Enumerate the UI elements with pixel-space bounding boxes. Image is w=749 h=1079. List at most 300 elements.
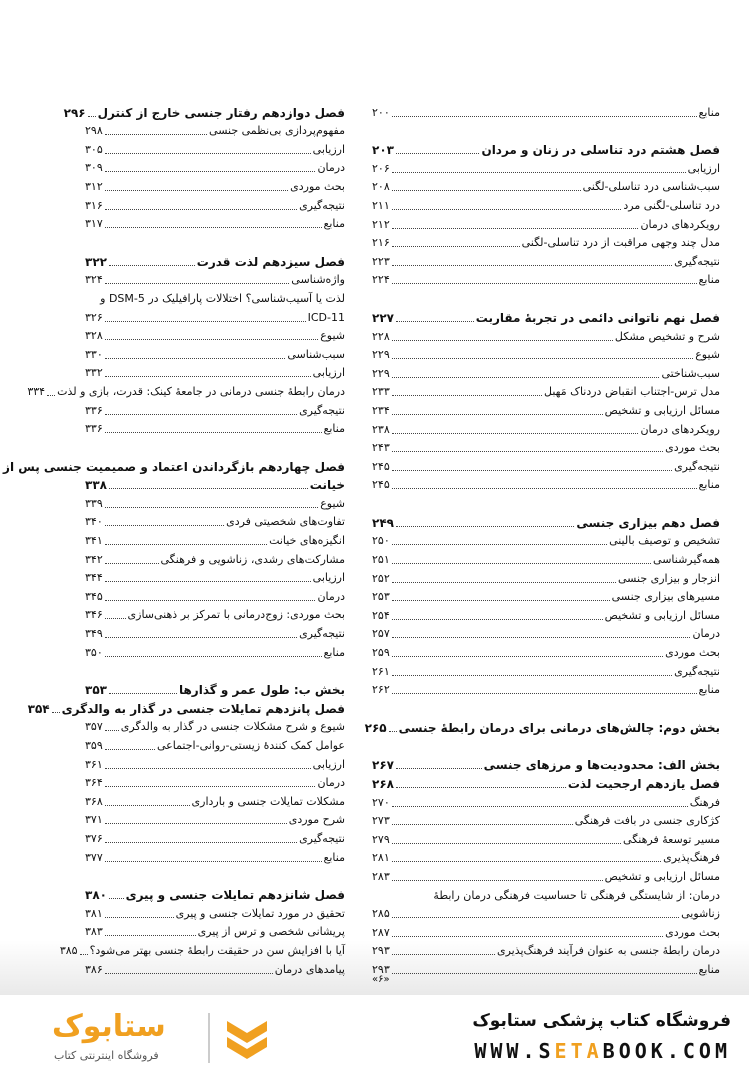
dot-leader <box>105 544 267 545</box>
dot-leader <box>392 395 542 396</box>
dot-leader <box>105 414 297 415</box>
entry-page-number: ۲۹۸ <box>85 124 103 138</box>
entry-title: نتیجه‌گیری <box>299 198 345 212</box>
entry-page-number: ۲۶۷ <box>372 758 394 773</box>
dot-leader <box>47 395 55 396</box>
dot-leader <box>105 749 155 750</box>
section-spacer <box>85 438 345 457</box>
entry-page-number: ۳۳۲ <box>85 366 103 380</box>
entry-title: درمان <box>317 589 345 603</box>
entry-title: شیوع <box>695 348 720 362</box>
entry-page-number: ۳۴۲ <box>85 552 103 566</box>
dot-leader <box>392 954 495 955</box>
toc-entry[interactable] <box>85 494 345 513</box>
entry-page-number: ۲۵۷ <box>372 627 390 641</box>
dot-leader <box>80 954 88 955</box>
entry-title: انزجار و بیزاری جنسی <box>618 571 720 585</box>
dot-leader <box>105 376 311 377</box>
entry-page-number: ۲۶۲ <box>372 683 390 697</box>
entry-page-number: ۲۷۳ <box>372 814 390 828</box>
dot-leader <box>105 563 159 564</box>
entry-title: شیوع <box>320 496 345 510</box>
entry-title: درمان <box>692 627 720 641</box>
entry-title: مسیر توسعهٔ فرهنگی <box>623 832 720 846</box>
toc-entry[interactable] <box>372 569 720 588</box>
footer-banner <box>0 995 749 1079</box>
dot-leader <box>392 973 697 974</box>
entry-title: زناشویی <box>681 907 720 921</box>
toc-entry[interactable] <box>85 177 345 196</box>
entry-page-number: ۳۴۹ <box>85 627 103 641</box>
toc-entry[interactable] <box>372 103 720 122</box>
entry-page-number: ۳۵۳ <box>85 683 107 698</box>
dot-leader <box>105 209 297 210</box>
dot-leader <box>105 321 306 322</box>
logo-subtitle: فروشگاه اینترنتی کتاب <box>54 1049 159 1062</box>
toc-entry[interactable] <box>372 196 720 215</box>
entry-title: شیوع <box>320 329 345 343</box>
section-spacer <box>85 867 345 886</box>
entry-page-number: ۲۳۸ <box>372 422 390 436</box>
dot-leader <box>392 936 663 937</box>
toc-entry[interactable] <box>85 960 345 979</box>
entry-title: منابع <box>323 850 345 864</box>
entry-title: واژه‌شناسی <box>291 273 345 287</box>
entry-page-number: ۲۲۷ <box>372 310 394 325</box>
toc-entry[interactable] <box>85 420 345 439</box>
entry-title: پریشانی شخصی و ترس از پیری <box>197 925 345 939</box>
entry-page-number: ۳۲۸ <box>85 329 103 343</box>
url-accent: ETA <box>554 1039 603 1063</box>
dot-leader <box>392 693 697 694</box>
toc-entry[interactable] <box>85 904 345 923</box>
dot-leader <box>392 470 672 471</box>
toc-entry[interactable] <box>372 550 720 569</box>
toc-heading[interactable] <box>85 681 345 700</box>
entry-title: درمان <box>317 161 345 175</box>
dot-leader <box>392 228 639 229</box>
toc-left-column <box>3 103 345 979</box>
toc-entry[interactable] <box>85 159 345 178</box>
toc-entry[interactable] <box>85 401 345 420</box>
dot-leader <box>396 153 479 154</box>
entry-title: درد تناسلی-لگنی مرد <box>623 198 720 212</box>
dot-leader <box>392 246 520 247</box>
toc-entry[interactable] <box>85 140 345 159</box>
dot-leader <box>105 618 126 619</box>
entry-page-number: ۳۱۲ <box>85 179 103 193</box>
entry-page-number: ۳۵۰ <box>85 645 103 659</box>
entry-page-number: ۳۳۸ <box>85 478 107 493</box>
entry-title: رویکردهای درمان <box>640 422 720 436</box>
entry-title: فصل نهم ناتوانی دائمی در تجربهٔ مقاربت <box>475 310 720 325</box>
dot-leader <box>396 768 482 769</box>
chevron-logo-icon <box>222 1013 272 1063</box>
entry-page-number: ۲۶۱ <box>372 664 390 678</box>
entry-title: ارزیابی <box>312 757 345 771</box>
toc-entry[interactable] <box>85 792 345 811</box>
entry-title: ارزیابی <box>312 366 345 380</box>
toc-entry[interactable] <box>372 643 720 662</box>
toc-heading[interactable] <box>372 774 720 793</box>
section-spacer <box>85 233 345 252</box>
dot-leader <box>105 917 174 918</box>
toc-heading[interactable] <box>85 886 345 905</box>
entry-title: سبب‌شناسی درد تناسلی-لگنی <box>582 180 720 194</box>
entry-title: مشکلات تمایلات جنسی و بارداری <box>191 794 345 808</box>
entry-page-number: ۲۰۳ <box>372 143 394 158</box>
toc-entry[interactable] <box>372 960 720 979</box>
dot-leader <box>396 787 566 788</box>
dot-leader <box>392 283 697 284</box>
entry-title: عوامل کمک کنندهٔ زیستی-روانی-اجتماعی <box>156 739 345 752</box>
dot-leader <box>392 358 693 359</box>
entry-page-number: ۲۴۹ <box>372 515 394 530</box>
dot-leader <box>392 675 672 676</box>
entry-page-number: ۳۰۵ <box>85 142 103 156</box>
toc-entry[interactable] <box>59 941 345 960</box>
entry-page-number: ۲۹۳ <box>372 962 390 976</box>
entry-page-number: ۲۷۰ <box>372 795 390 809</box>
dot-leader <box>392 637 691 638</box>
entry-title: نتیجه‌گیری <box>299 627 345 641</box>
toc-entry[interactable] <box>372 793 720 812</box>
entry-title: فصل شانزدهم تمایلات جنسی و پیری <box>125 888 345 903</box>
entry-title: سبب‌شناسی <box>287 347 345 361</box>
entry-title: منابع <box>698 962 720 976</box>
toc-entry[interactable] <box>85 345 345 364</box>
toc-entry[interactable] <box>372 942 720 961</box>
dot-leader <box>392 861 661 862</box>
entry-title: فرهنگ‌پذیری <box>663 851 720 865</box>
toc-entry[interactable] <box>372 327 720 346</box>
dot-leader <box>392 582 616 583</box>
dot-leader <box>392 209 622 210</box>
entry-title: پیامدهای درمان <box>274 962 345 976</box>
entry-title: نتیجه‌گیری <box>674 664 720 678</box>
toc-heading[interactable] <box>372 513 720 532</box>
entry-title: درمان رابطهٔ جنسی به عنوان فرآیند فرهنگ‌پذیری <box>496 944 720 958</box>
toc-entry[interactable] <box>372 476 720 495</box>
entry-page-number: ۳۵۹ <box>85 739 103 752</box>
toc-entry[interactable] <box>372 681 720 700</box>
entry-page-number: ۳۸۱ <box>85 906 103 920</box>
entry-page-number: ۲۸۳ <box>372 869 390 883</box>
entry-title: لذت یا آسیب‌شناسی؟ اختلالات پارافیلیک در DSM-5 و <box>100 291 345 305</box>
entry-page-number: ۲۱۶ <box>372 236 390 250</box>
dot-leader <box>105 842 297 843</box>
toc-heading[interactable] <box>372 308 720 327</box>
entry-title: مدل ترس-اجتناب انقباض دردناک مَهبل <box>543 385 720 399</box>
toc-entry[interactable] <box>85 755 345 774</box>
dot-leader <box>88 116 96 117</box>
dot-leader <box>105 227 322 228</box>
entry-page-number: ۲۳۴ <box>372 403 390 417</box>
toc-heading[interactable] <box>364 718 720 737</box>
toc-entry[interactable] <box>372 420 720 439</box>
dot-leader <box>105 171 316 172</box>
toc-heading[interactable] <box>27 699 345 718</box>
entry-page-number: ۳۳۶ <box>85 422 103 436</box>
toc-right-column <box>364 103 720 979</box>
toc-entry[interactable] <box>85 122 345 141</box>
toc-heading[interactable] <box>85 476 345 495</box>
toc-entry[interactable] <box>3 457 345 476</box>
entry-page-number: ۲۴۵ <box>372 478 390 492</box>
toc-entry[interactable] <box>85 587 345 606</box>
dot-leader <box>392 843 621 844</box>
dot-leader <box>105 190 288 191</box>
entry-page-number: ۳۴۶ <box>85 608 103 622</box>
dot-leader <box>52 712 60 713</box>
entry-title: فصل چهاردهم بازگرداندن اعتماد و صمیمیت جنسی پس از <box>3 459 345 474</box>
toc-entry[interactable] <box>372 532 720 551</box>
dot-leader <box>392 824 573 825</box>
entry-title: فصل یازدهم ارجحیت لذت <box>567 777 720 791</box>
entry-page-number: ۳۷۱ <box>85 813 103 827</box>
toc-entry[interactable] <box>85 196 345 215</box>
entry-page-number: ۳۶۸ <box>85 794 103 808</box>
entry-title: نتیجه‌گیری <box>299 403 345 417</box>
entry-page-number: ۲۵۳ <box>372 590 390 604</box>
entry-page-number: ۲۷۹ <box>372 832 390 846</box>
entry-page-number: ۳۳۶ <box>85 403 103 417</box>
entry-page-number: ۲۳۳ <box>372 385 390 399</box>
entry-title: منابع <box>698 683 720 697</box>
entry-page-number: ۲۵۲ <box>372 571 390 585</box>
toc-entry[interactable] <box>372 439 720 458</box>
dot-leader <box>105 507 318 508</box>
entry-page-number: ۳۸۳ <box>85 925 103 939</box>
dot-leader <box>392 340 613 341</box>
entry-title: منابع <box>323 645 345 659</box>
page-number: «۶» <box>372 974 390 985</box>
toc-entry[interactable] <box>85 308 345 327</box>
entry-page-number: ۳۲۲ <box>85 254 107 269</box>
toc-entry[interactable] <box>372 401 720 420</box>
toc-entry[interactable] <box>85 811 345 830</box>
entry-title: بحث موردی <box>290 179 345 193</box>
entry-page-number: ۲۹۶ <box>63 105 86 120</box>
entry-title: تفاوت‌های شخصیتی فردی <box>226 515 345 529</box>
dot-leader <box>105 935 196 936</box>
toc-entry[interactable] <box>85 215 345 234</box>
section-spacer <box>372 289 720 308</box>
toc-entry[interactable] <box>372 849 720 868</box>
entry-page-number: ۳۶۴ <box>85 776 103 790</box>
toc-entry[interactable] <box>85 643 345 662</box>
dot-leader <box>392 806 688 807</box>
toc-entry[interactable] <box>372 905 720 924</box>
dot-leader <box>105 525 224 526</box>
dot-leader <box>105 656 322 657</box>
entry-page-number: ۳۲۶ <box>85 310 103 324</box>
entry-page-number: ۲۸۱ <box>372 851 390 865</box>
toc-entry[interactable] <box>372 886 720 905</box>
toc-heading[interactable] <box>372 141 720 160</box>
toc-heading[interactable] <box>85 252 345 271</box>
entry-title: خیانت <box>309 478 345 493</box>
entry-title: نتیجه‌گیری <box>674 459 720 473</box>
entry-page-number: ۲۵۴ <box>372 608 390 622</box>
entry-page-number: ۳۰۹ <box>85 161 103 175</box>
toc-entry[interactable] <box>85 829 345 848</box>
entry-page-number: ۳۵۴ <box>27 701 50 716</box>
entry-page-number: ۳۴۰ <box>85 515 103 529</box>
entry-title: مشارکت‌های رشدی، زناشویی و فرهنگی <box>160 552 345 566</box>
dot-leader <box>392 265 672 266</box>
toc-entry[interactable] <box>372 588 720 607</box>
toc-entry[interactable] <box>372 271 720 290</box>
toc-heading[interactable] <box>63 103 345 122</box>
entry-page-number: ۳۵۷ <box>85 720 103 734</box>
logo-divider <box>208 1013 210 1063</box>
entry-page-number: ۲۲۳ <box>372 254 390 268</box>
toc-entry[interactable] <box>85 364 345 383</box>
toc-entry[interactable] <box>372 830 720 849</box>
toc-entry[interactable] <box>85 624 345 643</box>
toc-entry[interactable] <box>372 606 720 625</box>
store-logo[interactable] <box>22 1007 292 1069</box>
toc-entry[interactable] <box>85 531 345 550</box>
entry-page-number: ۲۵۱ <box>372 553 390 567</box>
section-spacer <box>372 699 720 718</box>
entry-title: انگیزه‌های خیانت <box>269 534 345 548</box>
entry-title: شرح و تشخیص مشکل <box>614 329 720 343</box>
dot-leader <box>105 283 290 284</box>
entry-title: مسائل ارزیابی و تشخیص <box>604 403 720 417</box>
toc-entry[interactable] <box>372 346 720 365</box>
toc-entry[interactable] <box>85 289 345 308</box>
entry-title: ارزیابی <box>687 161 720 175</box>
entry-title: بحث موردی <box>665 646 720 660</box>
toc-entry[interactable] <box>85 848 345 867</box>
store-url[interactable] <box>474 1039 731 1063</box>
entry-page-number: ۳۴۴ <box>85 571 103 585</box>
entry-page-number: ۳۷۷ <box>85 850 103 864</box>
toc-entry[interactable] <box>372 159 720 178</box>
dot-leader <box>392 563 651 564</box>
toc-entry[interactable] <box>85 606 345 625</box>
entry-page-number: ۲۰۸ <box>372 180 390 194</box>
entry-title: فصل هشتم درد تناسلی در زنان و مردان <box>481 143 720 158</box>
entry-title: تشخیص و توصیف بالینی <box>609 534 720 548</box>
dot-leader <box>105 134 207 135</box>
entry-page-number: ۲۰۶ <box>372 161 390 175</box>
entry-title: ارزیابی <box>312 142 345 156</box>
entry-page-number: ۳۳۴ <box>27 384 46 398</box>
entry-page-number: ۳۶۱ <box>85 757 103 771</box>
toc-entry[interactable] <box>372 923 720 942</box>
toc-entry[interactable] <box>372 364 720 383</box>
toc-entry[interactable] <box>372 383 720 402</box>
entry-page-number: ۲۲۴ <box>372 273 390 287</box>
toc-entry[interactable] <box>372 625 720 644</box>
dot-leader <box>105 153 311 154</box>
dot-leader <box>105 768 311 769</box>
toc-entry[interactable] <box>85 271 345 290</box>
entry-page-number: ۲۹۳ <box>372 944 390 958</box>
entry-title: منابع <box>323 217 345 231</box>
entry-title: منابع <box>698 478 720 492</box>
toc-entry[interactable] <box>372 662 720 681</box>
entry-page-number: ۲۵۹ <box>372 646 390 660</box>
toc-entry[interactable] <box>85 513 345 532</box>
section-spacer <box>372 494 720 513</box>
toc-entry[interactable] <box>85 550 345 569</box>
toc-entry[interactable] <box>85 327 345 346</box>
entry-title: فصل دهم بیزاری جنسی <box>576 515 720 530</box>
dot-leader <box>392 544 607 545</box>
entry-title: نتیجه‌گیری <box>299 831 345 845</box>
dot-leader <box>105 432 322 433</box>
entry-title: مسیرهای بیزاری جنسی <box>611 590 720 604</box>
toc-entry[interactable] <box>85 923 345 942</box>
entry-title: بخش الف: محدودیت‌ها و مرزهای جنسی <box>483 758 720 773</box>
dot-leader <box>392 433 639 434</box>
toc-entry[interactable] <box>372 457 720 476</box>
dot-leader <box>105 581 311 582</box>
dot-leader <box>392 619 603 620</box>
toc-heading[interactable] <box>372 756 720 775</box>
toc-entry[interactable] <box>85 718 345 737</box>
entry-title: درمان رابطهٔ جنسی درمانی در جامعهٔ کینک: قدرت، بازی و لذت <box>57 384 345 398</box>
toc-entry[interactable] <box>372 234 720 253</box>
entry-title: سبب‌شناختی <box>661 366 720 380</box>
entry-title: بخش دوم: چالش‌های درمانی برای درمان رابطهٔ جنسی <box>398 720 720 735</box>
entry-page-number: ۲۶۸ <box>372 777 394 791</box>
entry-page-number: ۲۸۵ <box>372 907 390 921</box>
entry-page-number: ۳۲۴ <box>85 273 103 287</box>
dot-leader <box>392 917 679 918</box>
toc-entry[interactable] <box>372 867 720 886</box>
store-name: فروشگاه کتاب پزشکی ستابوک <box>472 1011 731 1031</box>
toc-entry[interactable] <box>27 382 345 401</box>
entry-title: مدل چند وجهی مراقبت از درد تناسلی-لگنی <box>521 236 720 250</box>
dot-leader <box>105 600 316 601</box>
logo-text: ستابوک <box>52 1009 166 1044</box>
url-part: BOOK.COM <box>602 1039 731 1063</box>
dot-leader <box>392 116 697 117</box>
dot-leader <box>392 190 581 191</box>
entry-title: فصل سیزدهم لذت قدرت <box>196 254 345 269</box>
entry-title: بحث موردی: زوج‌درمانی با تمرکز بر ذهنی‌سازی <box>127 608 345 622</box>
entry-title: همه‌گیرشناسی <box>653 553 720 567</box>
dot-leader <box>392 172 686 173</box>
toc-entry[interactable] <box>372 812 720 831</box>
entry-title: بحث موردی <box>665 441 720 455</box>
dot-leader <box>392 656 663 657</box>
toc-entry[interactable] <box>372 178 720 197</box>
toc-entry[interactable] <box>372 215 720 234</box>
dot-leader <box>105 861 322 862</box>
entry-title: منابع <box>323 422 345 436</box>
toc-entry[interactable] <box>85 569 345 588</box>
toc-entry[interactable] <box>85 736 345 755</box>
entry-page-number: ۲۸۷ <box>372 925 390 939</box>
dot-leader <box>392 377 660 378</box>
section-spacer <box>372 122 720 141</box>
entry-page-number: ۳۳۹ <box>85 496 103 510</box>
dot-leader <box>392 600 610 601</box>
dot-leader <box>389 731 397 732</box>
entry-page-number: ۲۲۹ <box>372 366 390 380</box>
dot-leader <box>396 526 574 527</box>
toc-entry[interactable] <box>372 252 720 271</box>
entry-page-number: ۲۲۸ <box>372 329 390 343</box>
entry-page-number: ۲۰۰ <box>372 105 390 119</box>
toc-entry[interactable] <box>85 774 345 793</box>
